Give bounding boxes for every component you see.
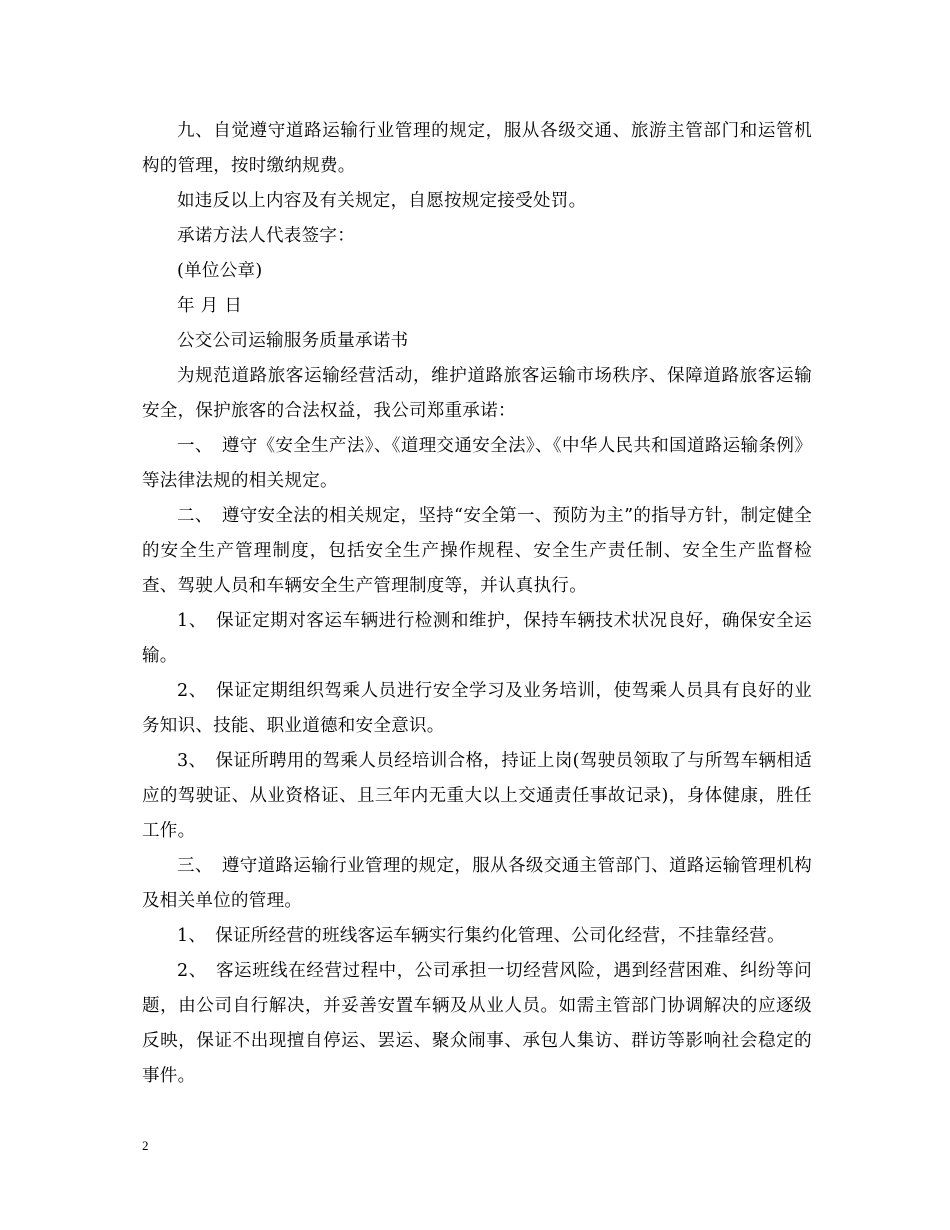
paragraph-company-seal: (单位公章) bbox=[177, 261, 263, 281]
paragraph-item-two-sub-three: 3、 保证所聘用的驾乘人员经培训合格，持证上岗(驾驶员领取了与所驾车辆相适应的驾驶证、从业资格证、且三年内无重大以上交通责任事故记录)，身体健康，胜任工作。 bbox=[142, 751, 812, 841]
page-number: 2 bbox=[142, 1138, 149, 1153]
paragraph-signature-line: 承诺方法人代表签字： bbox=[177, 226, 355, 246]
paragraph-item-two-sub-one: 1、 保证定期对客运车辆进行检测和维护，保持车辆技术状况良好，确保安全运输。 bbox=[142, 611, 812, 666]
paragraph-item-two-sub-two: 2、 保证定期组织驾乘人员进行安全学习及业务培训，使驾乘人员具有良好的业务知识、技能、职业道德和安全意识。 bbox=[142, 681, 812, 736]
paragraph-item-three-sub-two: 2、 客运班线在经营过程中，公司承担一切经营风险，遇到经营困难、纠纷等问题，由公司自行解决，并妥善安置车辆及从业人员。如需主管部门协调解决的应逐级反映，保证不出现擅自停运、罢运、聚众闹事、承包人集访、群访等影响社会稳定的事件。 bbox=[142, 961, 812, 1086]
paragraph-item-one: 一、 遵守《安全生产法》、《道理交通安全法》、《中华人民共和国道路运输条例》等法律法规的相关规定。 bbox=[142, 436, 812, 491]
document-body bbox=[142, 114, 812, 1094]
paragraph-article-nine: 九、自觉遵守道路运输行业管理的规定，服从各级交通、旅游主管部门和运管机构的管理，按时缴纳规费。 bbox=[142, 121, 812, 176]
paragraph-item-two: 二、 遵守安全法的相关规定，坚持“安全第一、预防为主”的指导方针，制定健全的安全生产管理制度，包括安全生产操作规程、安全生产责任制、安全生产监督检查、驾驶人员和车辆安全生产管理制度等，并认真执行。 bbox=[142, 506, 812, 596]
document-section-title: 公交公司运输服务质量承诺书 bbox=[177, 331, 409, 351]
paragraph-date-line: 年 月 日 bbox=[177, 296, 243, 316]
paragraph-penalty-clause: 如违反以上内容及有关规定，自愿按规定接受处罚。 bbox=[177, 191, 587, 211]
paragraph-intro: 为规范道路旅客运输经营活动，维护道路旅客运输市场秩序、保障道路旅客运输安全，保护旅客的合法权益，我公司郑重承诺： bbox=[142, 366, 812, 421]
paragraph-item-three: 三、 遵守道路运输行业管理的规定，服从各级交通主管部门、道路运输管理机构及相关单位的管理。 bbox=[142, 856, 812, 911]
paragraph-item-three-sub-one: 1、 保证所经营的班线客运车辆实行集约化管理、公司化经营，不挂靠经营。 bbox=[177, 926, 785, 946]
